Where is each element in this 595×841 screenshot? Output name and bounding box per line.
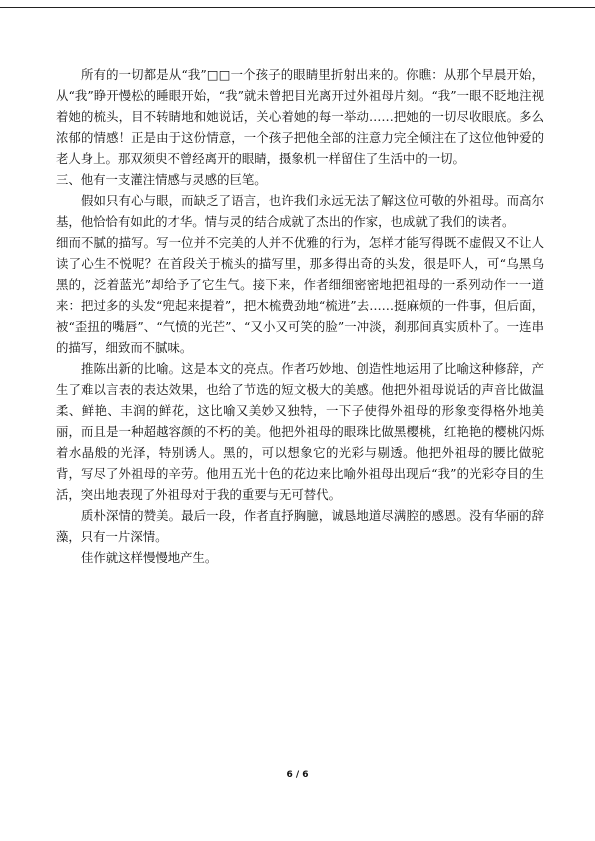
paragraph-1: 所有的一切都是从“我”□□一个孩子的眼睛里折射出来的。你瞧：从那个早晨开始，从“我”睁开慢松的睡眼开始，“我”就未曾把目光离开过外祖母片刻。“我”一眼不眨地注视着她的梳头，目不转睛地和她说话，关心着她的每一举动……把她的一切尽收眼底。多么浓郁的情感！正是由于这份情意，一个孩子把他全部的注意力完全倾注在了这位他钟爱的老人身上。那双须臾不曾经离开的眼睛，摄象机一样留住了生活中的一切。	[56, 67, 544, 166]
paragraph-5: 质朴深情的赞美。最后一段，作者直抒胸臆，诚恳地道尽满腔的感恩。没有华丽的辞藻，只有一片深情。	[56, 508, 544, 544]
paragraph-6: 佳作就这样慢慢地产生。	[81, 550, 218, 565]
paragraph-2: 假如只有心与眼，而缺乏了语言，也许我们永远无法了解这位可敬的外祖母。而高尔基，他恰恰有如此的才华。情与灵的结合成就了杰出的作家，也成就了我们的读者。	[56, 193, 544, 229]
section-heading-3: 三、他有一支灌注情感与灵感的巨笔。	[56, 172, 267, 187]
page-number: 6 / 6	[286, 770, 309, 780]
paragraph-3: 细而不腻的描写。写一位并不完美的人并不优雅的行为，怎样才能写得既不虚假又不让人读了心生不悦呢？在首段关于梳头的描写里，那多得出奇的头发，很是吓人，可“乌黑乌黑的，泛着蓝光”却给予了它生气。接下来，作者细细密密地把祖母的一系列动作一一道来：把过多的头发“兜起来提着”，把木梳费劲地“梳进”去……挺麻烦的一件事，但后面，被“歪扭的嘴唇”、“气愤的光芒”、“又小又可笑的脸”一冲淡，刹那间真实质朴了。一连串的描写，细致而不腻味。	[56, 235, 544, 355]
header-rule	[0, 7, 595, 8]
paragraph-4: 推陈出新的比喻。这是本文的亮点。作者巧妙地、创造性地运用了比喻这种修辞，产生了难以言表的表达效果，也给了节选的短文极大的美感。他把外祖母说话的声音比做温柔、鲜艳、丰润的鲜花，这比喻又美妙又独特，一下子使得外祖母的形象变得格外地美丽，而且是一种超越容颜的不朽的美。他把外祖母的眼珠比做黑樱桃，红艳艳的樱桃闪烁着水晶般的光泽，特别诱人。黑的，可以想象它的光彩与剔透。他把外祖母的腰比做驼背，写尽了外祖母的辛劳。他用五光十色的花边来比喻外祖母出现后“我”的光彩夺目的生活，突出地表现了外祖母对于我的重要与无可替代。	[56, 361, 544, 502]
document-body	[56, 64, 544, 568]
